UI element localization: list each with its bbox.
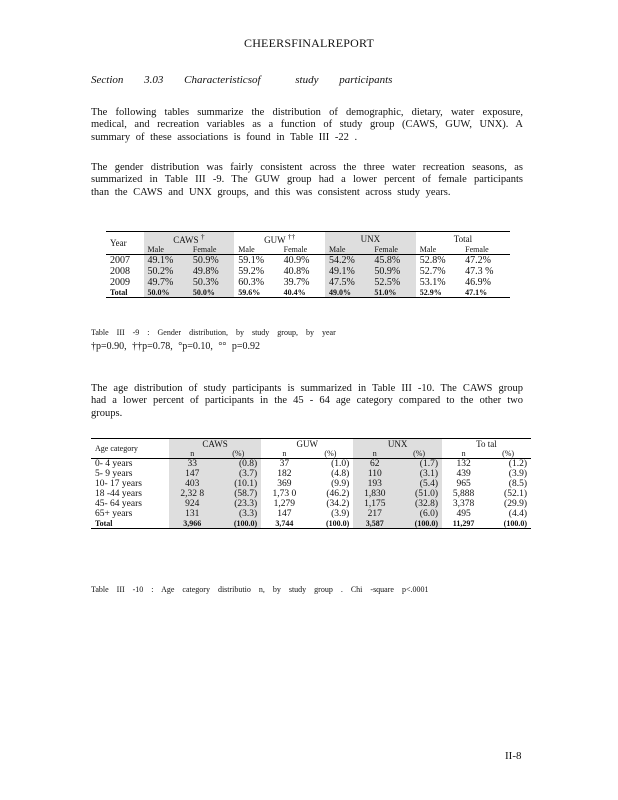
value-cell: 369 — [277, 479, 292, 489]
sub-header: n — [282, 449, 287, 458]
age-table-row — [91, 489, 531, 499]
age-paragraph: The age distribution of study participants is summarized in Table III -10. The CAWS group had a lower percent of participants in the 45 - 64 age category compared to the other two groups. — [91, 383, 523, 419]
age-cell: 5- 9 years — [95, 469, 133, 479]
value-cell: (3.9) — [508, 469, 527, 479]
value-cell: 495 — [456, 509, 471, 519]
gender-table-row — [106, 266, 510, 277]
value-cell: 52.7% — [419, 266, 446, 277]
value-cell: (52.1) — [504, 489, 527, 499]
sub-header: n — [353, 449, 396, 459]
value-cell: 49.1% — [144, 255, 189, 267]
sub-header: (%) — [215, 449, 261, 459]
value-cell: 47.5% — [325, 277, 370, 288]
value-cell: 1,279 — [273, 499, 296, 509]
age-cell: 65+ years — [95, 509, 133, 519]
value-cell: 52.5% — [370, 277, 415, 288]
group-name: CAWS — [173, 235, 199, 245]
age-group-total: To tal — [476, 439, 497, 449]
value-cell: (10.1) — [215, 479, 261, 489]
gender-table-row — [106, 277, 510, 288]
value-cell: 403 — [169, 479, 215, 489]
value-cell: 52.9% — [419, 288, 442, 297]
value-cell: (23.3) — [215, 499, 261, 509]
value-cell: 1,175 — [353, 499, 396, 509]
value-cell: 39.7% — [283, 277, 310, 288]
age-table-group-row — [91, 439, 531, 450]
gender-table-body — [106, 255, 510, 298]
group-header-total — [416, 232, 510, 246]
value-cell: 110 — [353, 469, 396, 479]
value-cell: (5.4) — [396, 479, 442, 489]
gender-paragraph: The gender distribution was fairly consistent across the three water recreation seasons, as summarized in Table III -9. The GUW group had a lower percent of female participants than the CAWS and UNX groups, and this was consistent across study years. — [91, 162, 523, 198]
value-cell: 217 — [353, 509, 396, 519]
sub-header: n — [169, 449, 215, 459]
section-heading — [91, 74, 410, 86]
age-table-caption: Table III -10 : Age category distributio n, by study group . Chi -square p<.0001 — [91, 585, 429, 594]
sub-header: Female — [465, 245, 489, 254]
value-cell: 49.1% — [325, 266, 370, 277]
value-cell: 49.8% — [189, 266, 234, 277]
value-cell: 51.0% — [370, 288, 415, 298]
sub-header: Female — [370, 245, 415, 255]
value-cell: 53.1% — [419, 277, 446, 288]
value-cell: (100.0) — [396, 519, 442, 529]
age-table-row — [91, 519, 531, 529]
age-cell: 45- 64 years — [95, 499, 142, 509]
sub-header: (%) — [324, 449, 337, 458]
value-cell: 47.1% — [465, 288, 488, 297]
value-cell: (32.8) — [396, 499, 442, 509]
value-cell: 147 — [277, 509, 292, 519]
value-cell: 50.0% — [189, 288, 234, 298]
intro-paragraph: The following tables summarize the distribution of demographic, dietary, water exposure, medical, and recreation variables as a function of study group (CAWS, GUW, UNX). A summary of these associations is found in Table III -22 . — [91, 107, 523, 143]
value-cell: 40.8% — [283, 266, 310, 277]
age-table-row — [91, 459, 531, 470]
value-cell: (4.4) — [508, 509, 527, 519]
value-cell: (29.9) — [504, 499, 527, 509]
value-cell: 193 — [353, 479, 396, 489]
age-group-guw: GUW — [296, 439, 318, 449]
value-cell: 50.9% — [370, 266, 415, 277]
value-cell: 1,73 0 — [272, 489, 297, 499]
value-cell: 45.8% — [370, 255, 415, 267]
section-title-3: participants — [339, 74, 393, 86]
value-cell: 52.8% — [419, 255, 446, 266]
gender-table-caption: Table III -9 : Gender distribution, by study group, by year — [91, 328, 336, 337]
section-title-2: study — [295, 74, 319, 86]
year-cell: 2008 — [110, 266, 130, 277]
page-number: II-8 — [505, 750, 522, 762]
value-cell: (100.0) — [325, 519, 350, 528]
value-cell: 5,888 — [452, 489, 475, 499]
age-table-row — [91, 499, 531, 509]
value-cell: 47.2% — [465, 255, 492, 266]
age-table-body — [91, 459, 531, 529]
value-cell: 3,378 — [452, 499, 475, 509]
value-cell: (34.2) — [326, 499, 350, 509]
sub-header: n — [461, 449, 466, 458]
value-cell: 40.4% — [283, 288, 306, 297]
value-cell: 33 — [169, 459, 215, 470]
age-table-row — [91, 479, 531, 489]
group-mark: †† — [287, 232, 296, 241]
gender-table-row — [106, 288, 510, 298]
age-header: Age category — [91, 439, 169, 459]
value-cell: (3.3) — [215, 509, 261, 519]
group-header-caws — [144, 232, 235, 246]
value-cell: (4.8) — [331, 469, 350, 479]
value-cell: (100.0) — [503, 519, 527, 528]
group-name: UNX — [360, 233, 381, 244]
sub-header: Male — [238, 245, 255, 254]
year-header: Year — [106, 232, 144, 255]
value-cell: (58.7) — [215, 489, 261, 499]
group-header-guw — [234, 232, 325, 246]
value-cell: (1.2) — [508, 459, 527, 469]
value-cell: (1.7) — [396, 459, 442, 470]
value-cell: 132 — [456, 459, 471, 469]
value-cell: 40.9% — [283, 255, 310, 266]
value-cell: 2,32 8 — [169, 489, 215, 499]
age-cell: 18 -44 years — [95, 489, 142, 499]
value-cell: (8.5) — [508, 479, 527, 489]
value-cell: (0.8) — [215, 459, 261, 470]
value-cell: 439 — [456, 469, 471, 479]
sub-header: Female — [189, 245, 234, 255]
value-cell: 46.9% — [465, 277, 492, 288]
sub-header: Male — [419, 245, 437, 254]
value-cell: 59.1% — [238, 255, 265, 266]
age-cell: 0- 4 years — [95, 459, 133, 469]
value-cell: (3.9) — [331, 509, 350, 519]
gender-table-group-row — [106, 232, 510, 246]
age-table-row — [91, 509, 531, 519]
value-cell: (100.0) — [215, 519, 261, 529]
value-cell: 50.9% — [189, 255, 234, 267]
value-cell: 50.0% — [144, 288, 189, 298]
gender-table-row — [106, 255, 510, 267]
year-cell: 2009 — [110, 277, 130, 288]
section-title: Characteristicsof — [184, 74, 261, 86]
group-header-unx — [325, 232, 416, 246]
value-cell: 3,587 — [353, 519, 396, 529]
sub-header: Female — [283, 245, 308, 254]
age-cell: 10- 17 years — [95, 479, 142, 489]
value-cell: (6.0) — [396, 509, 442, 519]
value-cell: 62 — [353, 459, 396, 470]
value-cell: (51.0) — [396, 489, 442, 499]
value-cell: 49.0% — [325, 288, 370, 298]
section-label: Section — [91, 74, 124, 86]
value-cell: 965 — [456, 479, 471, 489]
value-cell: 47.3 % — [465, 266, 494, 277]
value-cell: (9.9) — [331, 479, 350, 489]
value-cell: (46.2) — [326, 489, 350, 499]
age-group-caws: CAWS — [169, 439, 261, 450]
value-cell: (1.0) — [331, 459, 350, 469]
value-cell: 1,830 — [353, 489, 396, 499]
age-table — [91, 438, 531, 529]
sub-header: (%) — [396, 449, 442, 459]
age-group-unx: UNX — [353, 439, 442, 450]
value-cell: (3.7) — [215, 469, 261, 479]
value-cell: 182 — [277, 469, 292, 479]
report-header: CHEERSFINALREPORT — [243, 36, 375, 50]
value-cell: 11,297 — [452, 519, 475, 528]
value-cell: 60.3% — [238, 277, 265, 288]
value-cell: 924 — [169, 499, 215, 509]
sub-header: (%) — [502, 449, 515, 458]
value-cell: 3,744 — [275, 519, 294, 528]
gender-table — [106, 231, 510, 298]
value-cell: (3.1) — [396, 469, 442, 479]
group-mark: † — [200, 232, 205, 241]
value-cell: 49.7% — [144, 277, 189, 288]
value-cell: 59.6% — [238, 288, 261, 297]
year-cell: Total — [110, 288, 128, 297]
age-table-row — [91, 469, 531, 479]
value-cell: 131 — [169, 509, 215, 519]
gender-table-sub-row — [106, 245, 510, 255]
value-cell: 59.2% — [238, 266, 265, 277]
value-cell: 50.3% — [189, 277, 234, 288]
sub-header: Male — [325, 245, 370, 255]
value-cell: 50.2% — [144, 266, 189, 277]
section-number: 3.03 — [144, 74, 164, 86]
group-name: Total — [453, 233, 473, 244]
gender-table-footnote: †p=0.90, ††p=0.78, °p=0.10, °° p=0.92 — [91, 341, 261, 352]
year-cell: 2007 — [110, 255, 130, 266]
value-cell: 3,966 — [169, 519, 215, 529]
sub-header: Male — [144, 245, 189, 255]
group-name: GUW — [264, 235, 286, 245]
age-cell: Total — [95, 519, 113, 528]
value-cell: 54.2% — [325, 255, 370, 267]
value-cell: 147 — [169, 469, 215, 479]
value-cell: 37 — [279, 459, 290, 469]
